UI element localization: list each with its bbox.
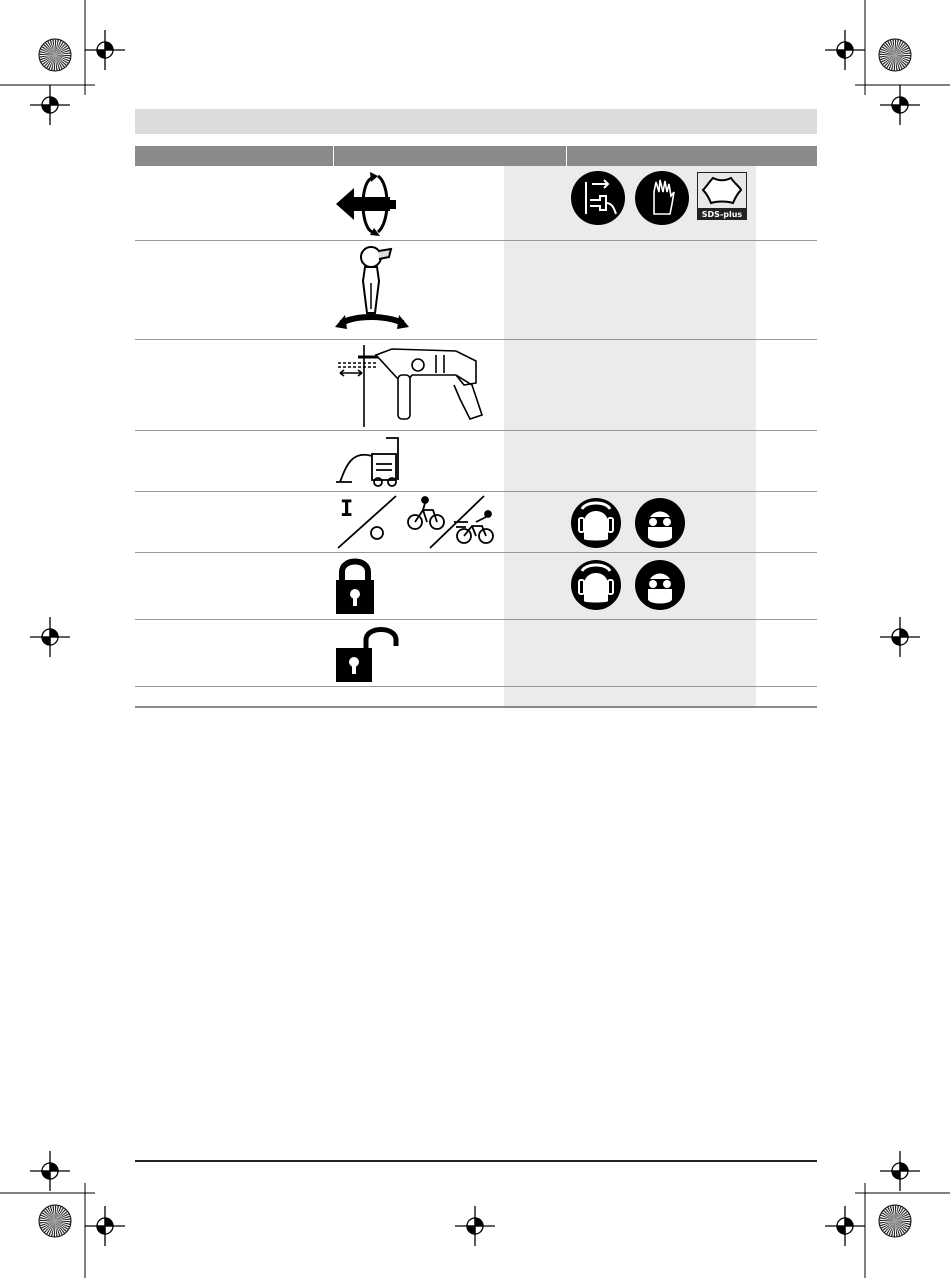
rotate-chuck-icon [332, 170, 402, 238]
table-bottom-rule [135, 706, 817, 708]
shaded-column [504, 166, 756, 707]
registration-target [825, 1206, 865, 1246]
lock-open-icon [334, 624, 404, 684]
lock-closed-icon [334, 556, 376, 616]
footer-rule [135, 1160, 817, 1162]
ear-protection-icon [570, 497, 622, 549]
sds-plus-icon [697, 172, 747, 209]
eye-protection-icon [634, 497, 686, 549]
row-divider [135, 339, 817, 340]
row-divider [135, 552, 817, 553]
registration-target [30, 617, 70, 657]
gloves-icon [634, 170, 690, 226]
registration-target [825, 30, 865, 70]
speed-fast-bike-icon [454, 510, 496, 546]
row-divider [135, 491, 817, 492]
registration-target [85, 30, 125, 70]
depth-stop-drill-icon [336, 343, 506, 429]
registration-rosette [879, 39, 911, 71]
unplug-icon [570, 170, 626, 226]
vacuum-extractor-icon [332, 436, 408, 488]
row-divider [135, 430, 817, 431]
registration-rosette [39, 1205, 71, 1237]
header-separator [333, 146, 334, 166]
registration-target [880, 85, 920, 125]
header-separator [566, 146, 567, 166]
auxiliary-handle-rotate-icon [333, 243, 411, 337]
row-divider [135, 240, 817, 241]
registration-target [30, 85, 70, 125]
registration-target [85, 1206, 125, 1246]
ear-protection-icon [570, 559, 622, 611]
registration-target [880, 1151, 920, 1191]
row-divider [135, 686, 817, 687]
registration-target [455, 1206, 495, 1246]
registration-rosette [879, 1205, 911, 1237]
row-divider [135, 619, 817, 620]
eye-protection-icon [634, 559, 686, 611]
registration-target [880, 617, 920, 657]
registration-target [30, 1151, 70, 1191]
table-header-bar [135, 146, 817, 166]
sds-plus-label: SDS-plus [697, 209, 747, 220]
switch-on-label: I [340, 497, 354, 522]
registration-rosette [39, 39, 71, 71]
section-title-bar [135, 109, 817, 134]
speed-slow-bike-icon [407, 496, 447, 532]
